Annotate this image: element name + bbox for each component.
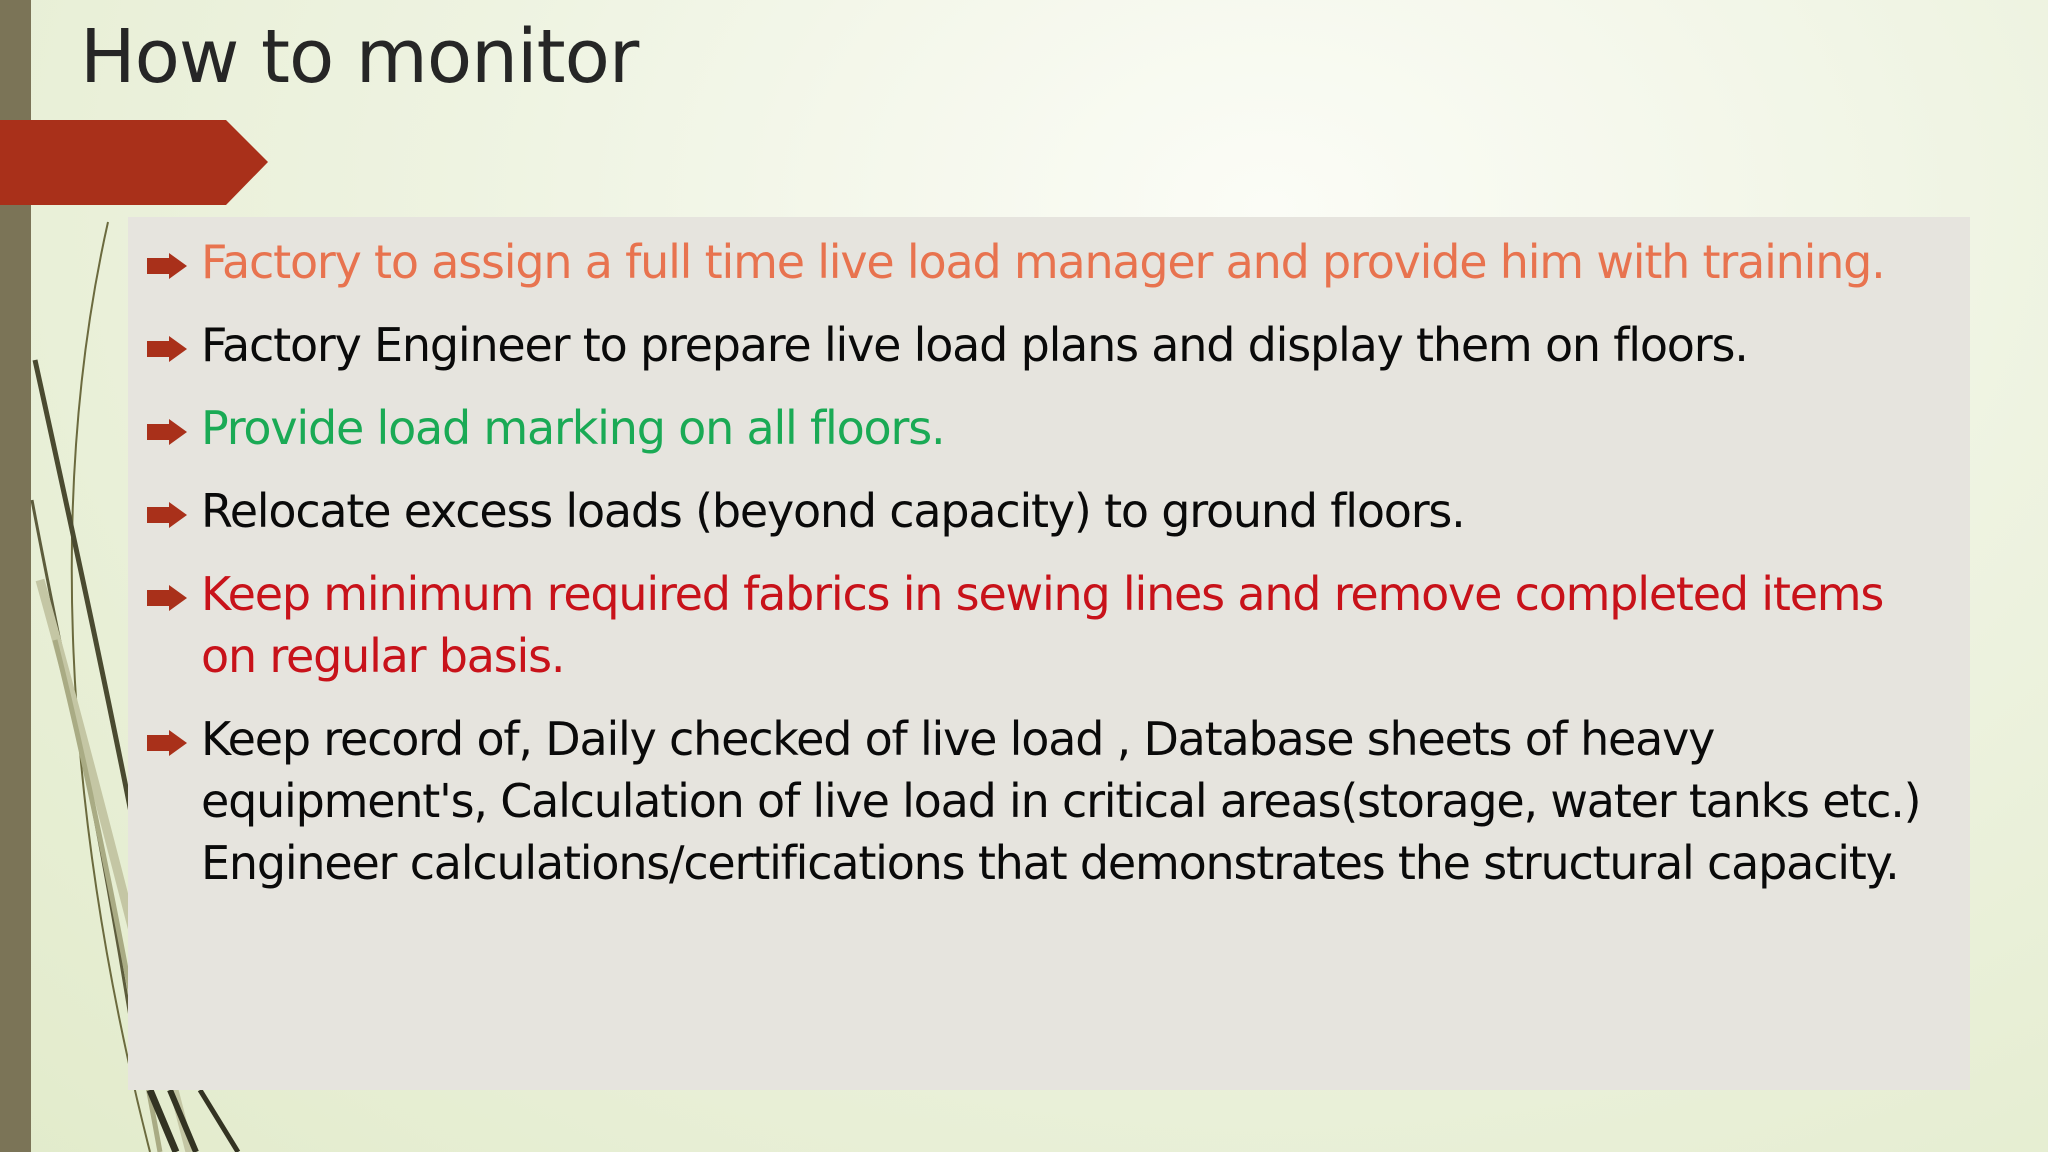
arrow-bullet-icon bbox=[147, 585, 187, 611]
bullet-text: Provide load marking on all floors. bbox=[201, 401, 945, 455]
bullet-item bbox=[147, 563, 1950, 687]
bullet-text: Relocate excess loads (beyond capacity) to ground floors. bbox=[201, 484, 1465, 538]
slide-title: How to monitor bbox=[80, 14, 639, 100]
content-panel bbox=[128, 217, 1970, 1090]
arrow-bullet-icon bbox=[147, 336, 187, 362]
arrow-bullet-icon bbox=[147, 253, 187, 279]
bullet-text: Keep record of, Daily checked of live load , Database sheets of heavy equipment's, Calculation of live load in critical areas(storage, water tanks etc.) Engineer calculations/certifications that demonstrates the structural capacity. bbox=[201, 712, 1921, 890]
bullet-item bbox=[147, 397, 1950, 459]
bullet-text: Keep minimum required fabrics in sewing lines and remove completed items on regular basis. bbox=[201, 567, 1884, 683]
title-accent-arrow bbox=[0, 120, 268, 205]
arrow-bullet-icon bbox=[147, 730, 187, 756]
arrow-bullet-icon bbox=[147, 502, 187, 528]
arrow-bullet-icon bbox=[147, 419, 187, 445]
bullet-item bbox=[147, 314, 1950, 376]
bullet-text: Factory Engineer to prepare live load plans and display them on floors. bbox=[201, 318, 1748, 372]
bullet-text: Factory to assign a full time live load manager and provide him with training. bbox=[201, 235, 1885, 289]
bullet-list bbox=[147, 231, 1950, 894]
bullet-item bbox=[147, 231, 1950, 293]
bullet-item bbox=[147, 480, 1950, 542]
bullet-item bbox=[147, 708, 1950, 894]
